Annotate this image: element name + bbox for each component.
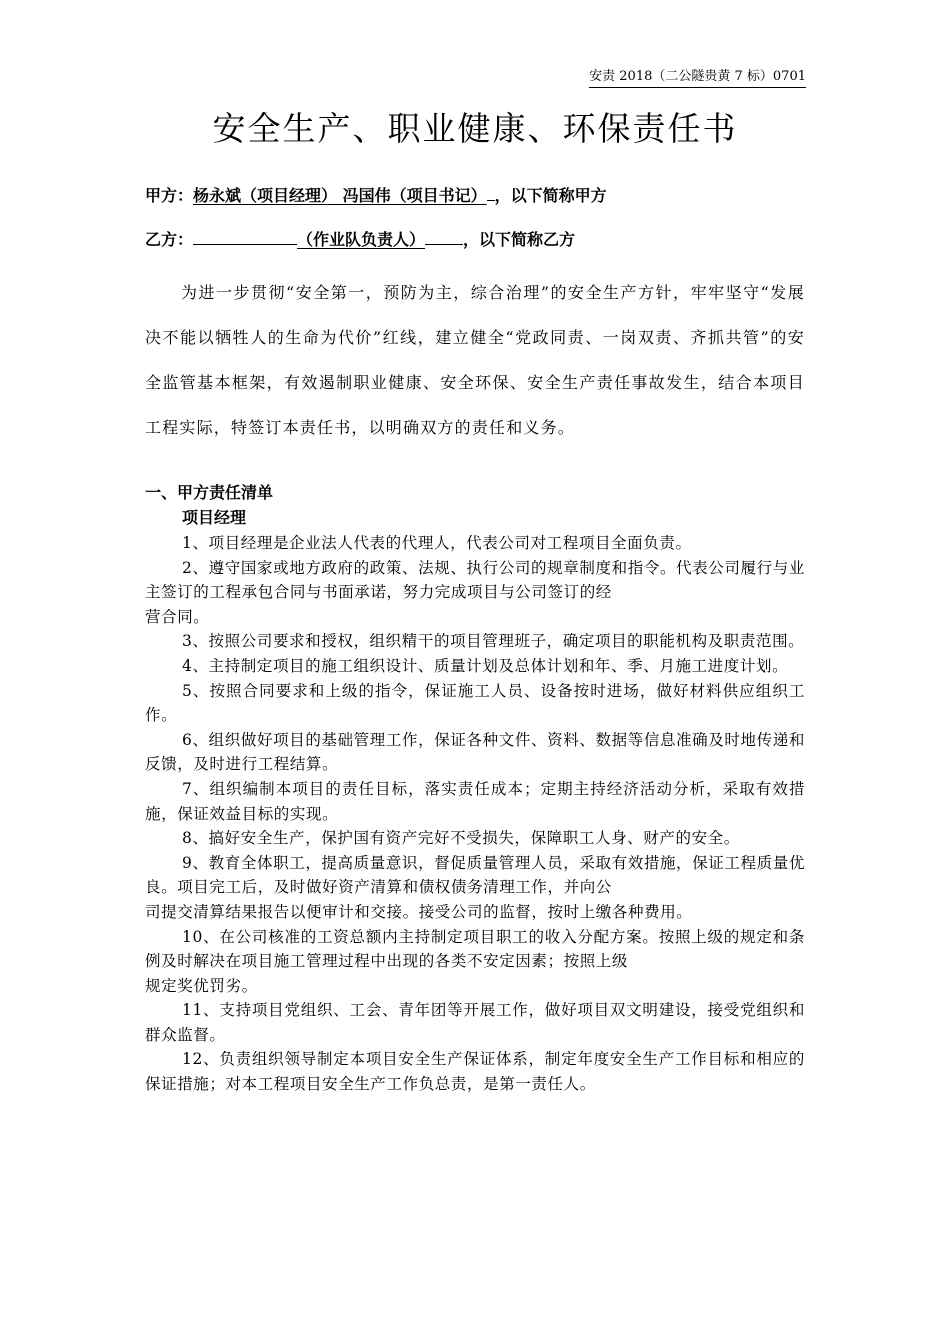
document-title: 安全生产、职业健康、环保责任书	[212, 109, 738, 148]
duty-item: 8、搞好安全生产，保护国有资产完好不受损失，保障职工人身、财产的安全。	[182, 829, 740, 848]
duty-item: 9、教育全体职工，提高质量意识，督促质量管理人员，采取有效措施，保证工程质量优良。项目完工后，及时做好资产清算和债权债务清理工作，并向公 司提交清算结果报告以便审计和交接。接受公司的监督，按时上缴各种费用。	[145, 853, 805, 921]
duty-item: 10、在公司核准的工资总额内主持制定项目职工的收入分配方案。按照上级的规定和条例及时解决在项目施工管理过程中出现的各类不安定因素；按照上级 规定奖优罚劣。	[145, 927, 805, 995]
party-a-suffix: ，以下简称甲方	[494, 186, 607, 205]
duty-item: 6、组织做好项目的基础管理工作，保证各种文件、资料、数据等信息准确及时地传递和反馈，及时进行工程结算。	[145, 730, 805, 774]
duty-item: 1、项目经理是企业法人代表的代理人，代表公司对工程项目全面负责。	[182, 534, 692, 552]
party-a-line	[145, 183, 607, 208]
party-a-names: 杨永斌（项目经理） 冯国伟（项目书记）	[193, 186, 487, 205]
party-a-underline	[487, 183, 495, 201]
duty-item: 4、主持制定项目的施工组织设计、质量计划及总体计划和年、季、月施工进度计划。	[182, 656, 789, 675]
duty-item: 5、按照合同要求和上级的指令，保证施工人员、设备按时进场，做好材料供应组织工作。	[145, 681, 805, 725]
duty-item: 12、负责组织领导制定本项目安全生产保证体系，制定年度安全生产工作目标和相应的保证措施；对本工程项目安全生产工作负总责，是第一责任人。	[145, 1050, 805, 1094]
party-b-line	[145, 227, 575, 252]
party-b-underline	[425, 227, 463, 245]
duty-item: 7、组织编制本项目的责任目标，落实责任成本；定期主持经济活动分析，采取有效措施，保证效益目标的实现。	[145, 779, 805, 823]
duty-item: 3、按照公司要求和授权，组织精干的项目管理班子，确定项目的职能机构及职责范围。	[182, 632, 805, 651]
duty-list	[145, 531, 805, 1097]
party-b-label: 乙方：	[145, 230, 194, 249]
preamble-paragraph: 为进一步贯彻“安全第一，预防为主，综合治理”的安全生产方针，牢牢坚守“发展决不能以牺牲人的生命为代价”红线，建立健全“党政同责、一岗双责、齐抓共管”的安全监管基本框架，有效遏制职业健康、安全环保、安全生产责任事故发生，结合本项目工程实际，特签订本责任书，以明确双方的责任和义务。	[145, 283, 805, 437]
duty-item: 2、遵守国家或地方政府的政策、法规、执行公司的规章制度和指令。代表公司履行与业主签订的工程承包合同与书面承诺，努力完成项目与公司签订的经 营合同。	[145, 558, 805, 626]
party-b-names: （作业队负责人）	[297, 230, 426, 249]
document-number: 安责 2018（二公隧贵黄 7 标）0701	[589, 68, 806, 88]
sub-heading: 项目经理	[182, 508, 247, 527]
party-b-suffix: ，以下简称乙方	[463, 230, 576, 249]
duty-item: 11、支持项目党组织、工会、青年团等开展工作，做好项目双文明建设，接受党组织和群众监督。	[145, 1001, 805, 1044]
party-b-blank	[193, 227, 297, 245]
party-a-label: 甲方：	[145, 186, 194, 205]
section-heading: 一、甲方责任清单	[145, 483, 274, 502]
